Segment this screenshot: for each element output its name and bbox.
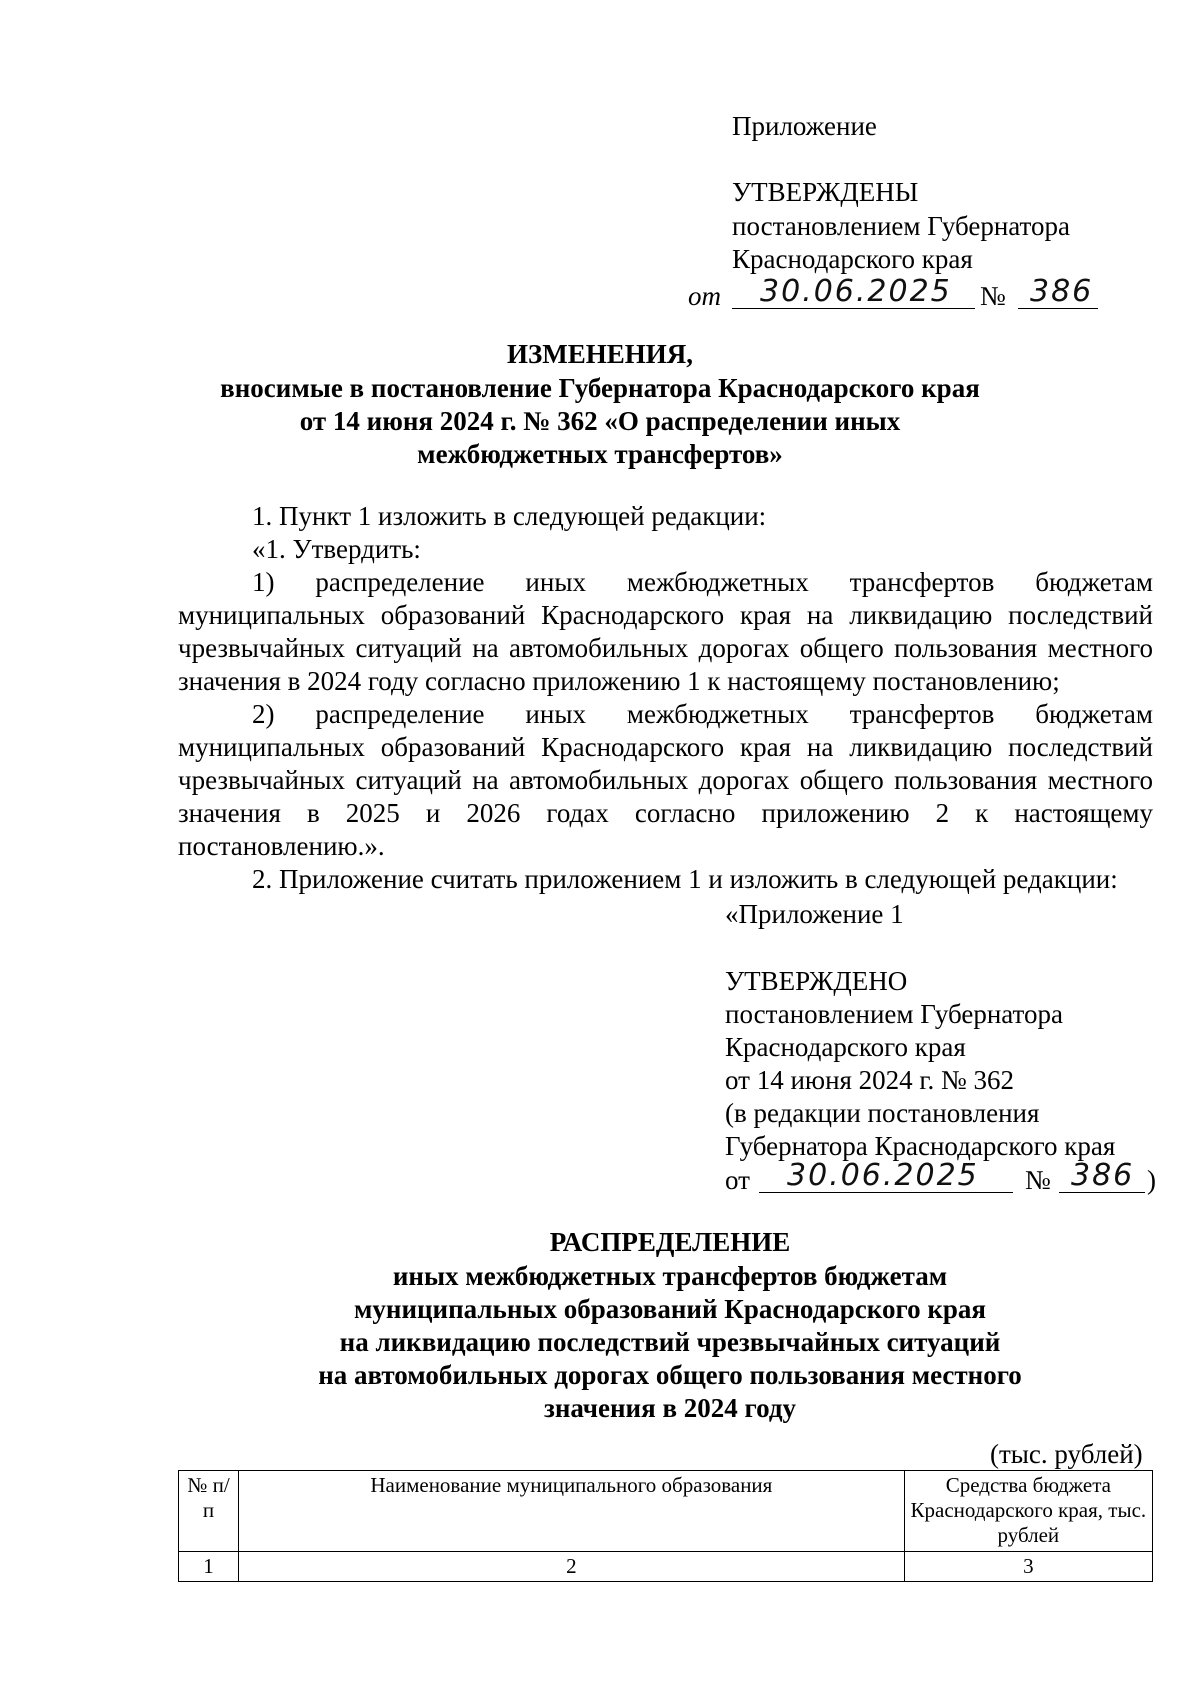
appendix-1-label: «Приложение 1 [725, 899, 904, 929]
approved-by-line2: Краснодарского края [732, 244, 973, 274]
distribution-subtitle-5: значения в 2024 году [543, 1393, 797, 1423]
column-number-1: 1 [179, 1552, 239, 1582]
close-paren: ) [1147, 1165, 1156, 1195]
handwritten-date-2: 30.06.2025 [787, 1158, 979, 1193]
from-label-2: от [725, 1165, 750, 1195]
column-number-3: 3 [904, 1552, 1152, 1582]
distribution-table [178, 1470, 1153, 1582]
number-label: № [980, 281, 1006, 311]
approved2-line2: Краснодарского края [725, 1032, 966, 1062]
decree-date-number [688, 276, 1118, 316]
approved2-line3: от 14 июня 2024 г. № 362 [725, 1065, 1014, 1095]
changes-subtitle-3: межбюджетных трансфертов» [417, 439, 783, 469]
units-label: (тыс. рублей) [990, 1439, 1143, 1469]
approved2-line5: Губернатора Краснодарского края [725, 1131, 1116, 1161]
distribution-subtitle-2: муниципальных образований Краснодарского края [354, 1294, 986, 1324]
body-text [178, 500, 1153, 896]
paragraph-3: 1) распределение иных межбюджетных трансфертов бюджетам муниципальных образований Краснодарского края на ликвидацию последствий чрезвычайных ситуаций на автомобильных дорогах общего пользования местного значения в 2024 году согласно приложению 1 к настоящему постановлению; [178, 567, 1153, 696]
table-header-row [179, 1471, 1153, 1552]
paragraph-1: 1. Пункт 1 изложить в следующей редакции: [252, 501, 767, 531]
approved2-label: УТВЕРЖДЕНО [725, 966, 908, 996]
table-row [179, 1552, 1153, 1582]
header-cell-municipality: Наименование муниципального образования [239, 1471, 905, 1552]
paragraph-4: 2) распределение иных межбюджетных трансфертов бюджетам муниципальных образований Краснодарского края на ликвидацию последствий чрезвычайных ситуаций на автомобильных дорогах общего пользования местного значения в 2025 и 2026 годах согласно приложению 2 к настоящему постановлению.». [178, 699, 1153, 861]
column-number-2: 2 [239, 1552, 905, 1582]
paragraph-2: «1. Утвердить: [252, 534, 421, 564]
changes-subtitle-1: вносимые в постановление Губернатора Краснодарского края [220, 373, 980, 403]
distribution-subtitle-4: на автомобильных дорогах общего пользования местного [318, 1360, 1022, 1390]
changes-heading: ИЗМЕНЕНИЯ, [506, 339, 693, 369]
header-cell-funds: Средства бюджета Краснодарского края, тыс. рублей [904, 1471, 1152, 1552]
header-cell-number: № п/п [179, 1471, 239, 1552]
distribution-subtitle-3: на ликвидацию последствий чрезвычайных ситуаций [339, 1327, 1001, 1357]
approved2-line4: (в редакции постановления [725, 1098, 1040, 1128]
changes-subtitle-2: от 14 июня 2024 г. № 362 «О распределении иных [299, 406, 901, 436]
appendix-label: Приложение [732, 111, 877, 141]
decree2-date-number [725, 1158, 1165, 1198]
approved-by-line1: постановлением Губернатора [732, 211, 1070, 241]
from-label: от [688, 281, 721, 311]
distribution-heading: РАСПРЕДЕЛЕНИЕ [549, 1227, 791, 1257]
number-label-2: № [1025, 1165, 1051, 1195]
handwritten-number-2: 386 [1071, 1158, 1135, 1193]
paragraph-5: 2. Приложение считать приложением 1 и изложить в следующей редакции: [252, 864, 1118, 894]
approved2-line1: постановлением Губернатора [725, 999, 1063, 1029]
distribution-subtitle-1: иных межбюджетных трансфертов бюджетам [392, 1261, 948, 1291]
approved-label: УТВЕРЖДЕНЫ [732, 177, 919, 207]
handwritten-number: 386 [1030, 274, 1094, 309]
handwritten-date: 30.06.2025 [760, 274, 952, 309]
